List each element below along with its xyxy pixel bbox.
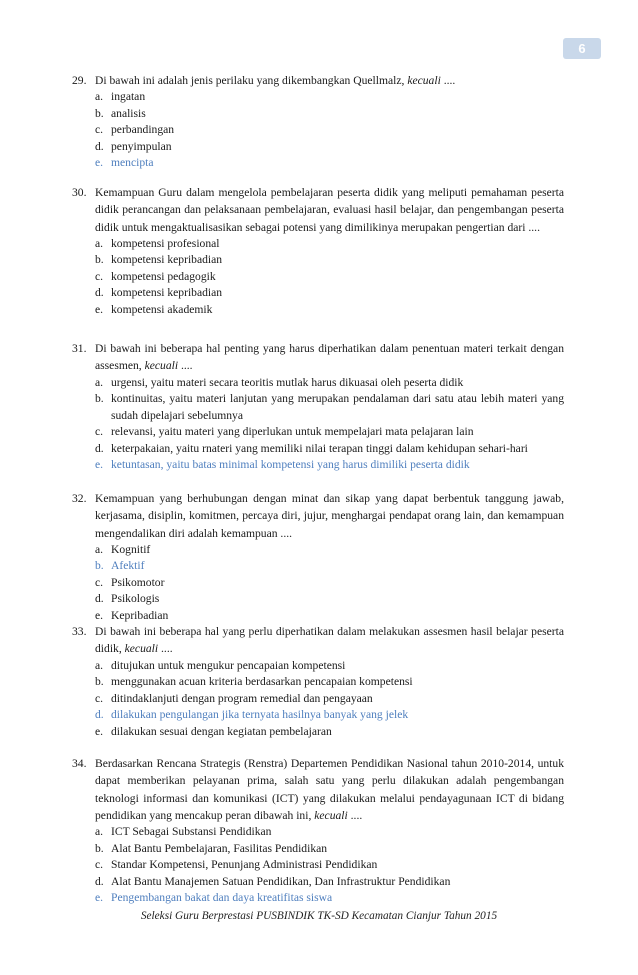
option-text: ketuntasan, yaitu batas minimal kompetensi yang harus dimiliki peserta didik xyxy=(111,458,470,472)
page-footer: Seleksi Guru Berprestasi PUSBINDIK TK-SD Kecamatan Cianjur Tahun 2015 xyxy=(140,910,498,922)
question-number: 31. xyxy=(72,342,87,355)
option-item xyxy=(95,441,564,458)
answer-options xyxy=(72,824,564,907)
option-text: Kepribadian xyxy=(111,608,169,622)
option-text: ditindaklanjuti dengan program remedial dan pengayaan xyxy=(111,691,373,705)
question-ellipsis: .... xyxy=(350,808,363,822)
option-item xyxy=(95,658,564,675)
option-letter: d. xyxy=(95,708,104,722)
option-letter: a. xyxy=(95,375,104,389)
option-correct-answer xyxy=(95,890,564,907)
option-letter: d. xyxy=(95,139,104,153)
option-text: kompetensi pedagogik xyxy=(111,269,216,283)
option-item xyxy=(95,89,564,106)
option-text: kontinuitas, yaitu materi lanjutan yang merupakan pendalaman dari satu atau lebih materi yang sudah dipelajari sebelumnya xyxy=(111,392,564,422)
option-text: Psikologis xyxy=(111,592,160,606)
question-text xyxy=(95,755,564,824)
option-letter: d. xyxy=(95,286,104,300)
option-item xyxy=(95,106,564,123)
question-number: 29. xyxy=(72,74,87,87)
option-text: analisis xyxy=(111,106,146,120)
question-exception-word: kecuali xyxy=(144,359,179,373)
question-3 xyxy=(72,340,564,474)
option-letter: c. xyxy=(95,425,104,439)
question-exception-word: kecuali xyxy=(314,808,348,822)
option-text: Alat Bantu Pembelajaran, Fasilitas Pendidikan xyxy=(111,841,328,855)
question-stem: Di bawah ini adalah jenis perilaku yang dikembangkan Quellmalz, xyxy=(95,74,405,87)
option-text: Kognitif xyxy=(111,542,151,556)
question-5 xyxy=(72,623,564,740)
question-text xyxy=(95,490,564,542)
option-letter: e. xyxy=(95,608,104,622)
question-number: 34. xyxy=(72,757,87,770)
question-2 xyxy=(72,184,564,318)
question-stem: Berdasarkan Rencana Strategis (Renstra) Departemen Pendidikan Nasional tahun 2010-2014, untuk dapat memberikan pelayanan prima, salah satu yang perlu dilakukan adalah pengembangan teknologi informasi dan komunikasi (ICT) yang dilakukan melalui pendayagunaan ICT di bidang pendidikan yang mencakup peran dibawah ini, xyxy=(95,757,564,822)
option-letter: e. xyxy=(95,458,104,472)
answer-options xyxy=(72,658,564,741)
option-letter: e. xyxy=(95,156,104,170)
option-text: Psikomotor xyxy=(111,575,165,589)
option-letter: d. xyxy=(95,874,104,888)
option-text: kompetensi kepribadian xyxy=(111,286,223,300)
option-item xyxy=(95,724,564,741)
option-letter: e. xyxy=(95,302,104,316)
question-number: 33. xyxy=(72,625,87,638)
option-letter: e. xyxy=(95,724,104,738)
answer-options xyxy=(72,542,564,625)
option-letter: c. xyxy=(95,575,104,589)
question-exception-word: kecuali xyxy=(124,642,159,656)
question-4 xyxy=(72,490,564,624)
option-item xyxy=(95,857,564,874)
option-letter: a. xyxy=(95,90,104,104)
option-letter: b. xyxy=(95,253,104,267)
option-item xyxy=(95,252,564,269)
answer-options xyxy=(72,236,564,319)
option-letter: b. xyxy=(95,106,104,120)
option-text: ICT Sebagai Substansi Pendidikan xyxy=(111,825,272,839)
option-letter: b. xyxy=(95,841,104,855)
option-letter: b. xyxy=(95,392,104,406)
option-letter: e. xyxy=(95,891,104,905)
option-item xyxy=(95,236,564,253)
question-ellipsis: .... xyxy=(180,359,193,373)
option-item xyxy=(95,285,564,302)
question-number: 30. xyxy=(72,186,87,199)
option-text: mencipta xyxy=(111,156,154,170)
question-text xyxy=(95,184,564,236)
option-item xyxy=(95,824,564,841)
option-item xyxy=(95,874,564,891)
option-letter: c. xyxy=(95,858,104,872)
option-letter: a. xyxy=(95,236,104,250)
page-number-badge: 6 xyxy=(563,38,601,59)
option-item xyxy=(95,375,564,392)
option-item xyxy=(95,391,564,424)
question-text xyxy=(95,72,564,89)
option-text: Standar Kompetensi, Penunjang Administrasi Pendidikan xyxy=(111,858,378,872)
option-text: penyimpulan xyxy=(111,139,172,153)
answer-options xyxy=(72,89,564,172)
option-correct-answer xyxy=(95,155,564,172)
option-item xyxy=(95,575,564,592)
option-text: dilakukan pengulangan jika ternyata hasilnya banyak yang jelek xyxy=(111,708,409,722)
option-text: dilakukan sesuai dengan kegiatan pembelajaran xyxy=(111,724,332,738)
question-ellipsis: .... xyxy=(161,642,173,656)
option-letter: b. xyxy=(95,675,104,689)
option-letter: c. xyxy=(95,269,104,283)
option-letter: c. xyxy=(95,123,104,137)
question-text xyxy=(95,623,564,658)
option-text: Pengembangan bakat dan daya kreatifitas siswa xyxy=(111,891,333,905)
question-stem: Kemampuan Guru dalam mengelola pembelajaran peserta didik yang meliputi pemahaman peserta didik perancangan dan pelaksanaan pembelajaran, evaluasi hasil belajar, dan pengembangan peserta didik untuk mengaktualisasikan sebagai potensi yang dimilikinya merupakan pengertian dari .... xyxy=(95,186,564,234)
option-item xyxy=(95,139,564,156)
option-letter: a. xyxy=(95,542,104,556)
option-item xyxy=(95,608,564,625)
option-item xyxy=(95,424,564,441)
question-stem: Di bawah ini beberapa hal yang perlu diperhatikan dalam melakukan assesmen hasil belajar peserta didik, xyxy=(95,625,564,656)
option-text: ditujukan untuk mengukur pencapaian kompetensi xyxy=(111,658,346,672)
question-stem: Kemampuan yang berhubungan dengan minat dan sikap yang dapat berbentuk tanggung jawab, kerjasama, disiplin, komitmen, percaya diri, jujur, menghargai pendapat orang lain, dan kemampuan mengendalikan diri adalah kemampuan .... xyxy=(95,492,564,540)
option-letter: c. xyxy=(95,691,104,705)
option-correct-answer xyxy=(95,457,564,474)
question-text xyxy=(95,340,564,375)
option-item xyxy=(95,591,564,608)
question-exception-word: kecuali xyxy=(407,74,441,87)
option-item xyxy=(95,542,564,559)
option-item xyxy=(95,841,564,858)
option-item xyxy=(95,674,564,691)
option-text: perbandingan xyxy=(111,123,175,137)
option-text: Alat Bantu Manajemen Satuan Pendidikan, Dan Infrastruktur Pendidikan xyxy=(111,874,451,888)
option-text: keterpakaian, yaitu rnateri yang memiliki nilai terapan tinggi dalam kehidupan sehari-hari xyxy=(111,441,528,455)
option-text: Afektif xyxy=(111,559,145,573)
option-item xyxy=(95,691,564,708)
option-text: urgensi, yaitu materi secara teoritis mutlak harus dikuasai oleh peserta didik xyxy=(111,375,464,389)
option-correct-answer xyxy=(95,558,564,575)
question-stem: Di bawah ini beberapa hal penting yang harus diperhatikan dalam penentuan materi terkait dengan assesmen, xyxy=(95,342,564,373)
option-letter: a. xyxy=(95,825,104,839)
answer-options xyxy=(72,375,564,474)
option-item xyxy=(95,302,564,319)
option-letter: a. xyxy=(95,658,104,672)
option-item xyxy=(95,269,564,286)
option-letter: d. xyxy=(95,441,104,455)
option-text: relevansi, yaitu materi yang diperlukan untuk mempelajari mata pelajaran lain xyxy=(111,425,474,439)
option-text: kompetensi akademik xyxy=(111,302,213,316)
option-letter: b. xyxy=(95,559,104,573)
question-number: 32. xyxy=(72,492,87,505)
option-text: kompetensi profesional xyxy=(111,236,220,250)
question-6 xyxy=(72,755,564,907)
option-text: menggunakan acuan kriteria berdasarkan pencapaian kompetensi xyxy=(111,675,413,689)
option-letter: d. xyxy=(95,592,104,606)
option-text: ingatan xyxy=(111,90,146,104)
question-ellipsis: .... xyxy=(443,74,456,87)
option-item xyxy=(95,122,564,139)
option-correct-answer xyxy=(95,707,564,724)
question-1 xyxy=(72,72,564,172)
option-text: kompetensi kepribadian xyxy=(111,253,223,267)
